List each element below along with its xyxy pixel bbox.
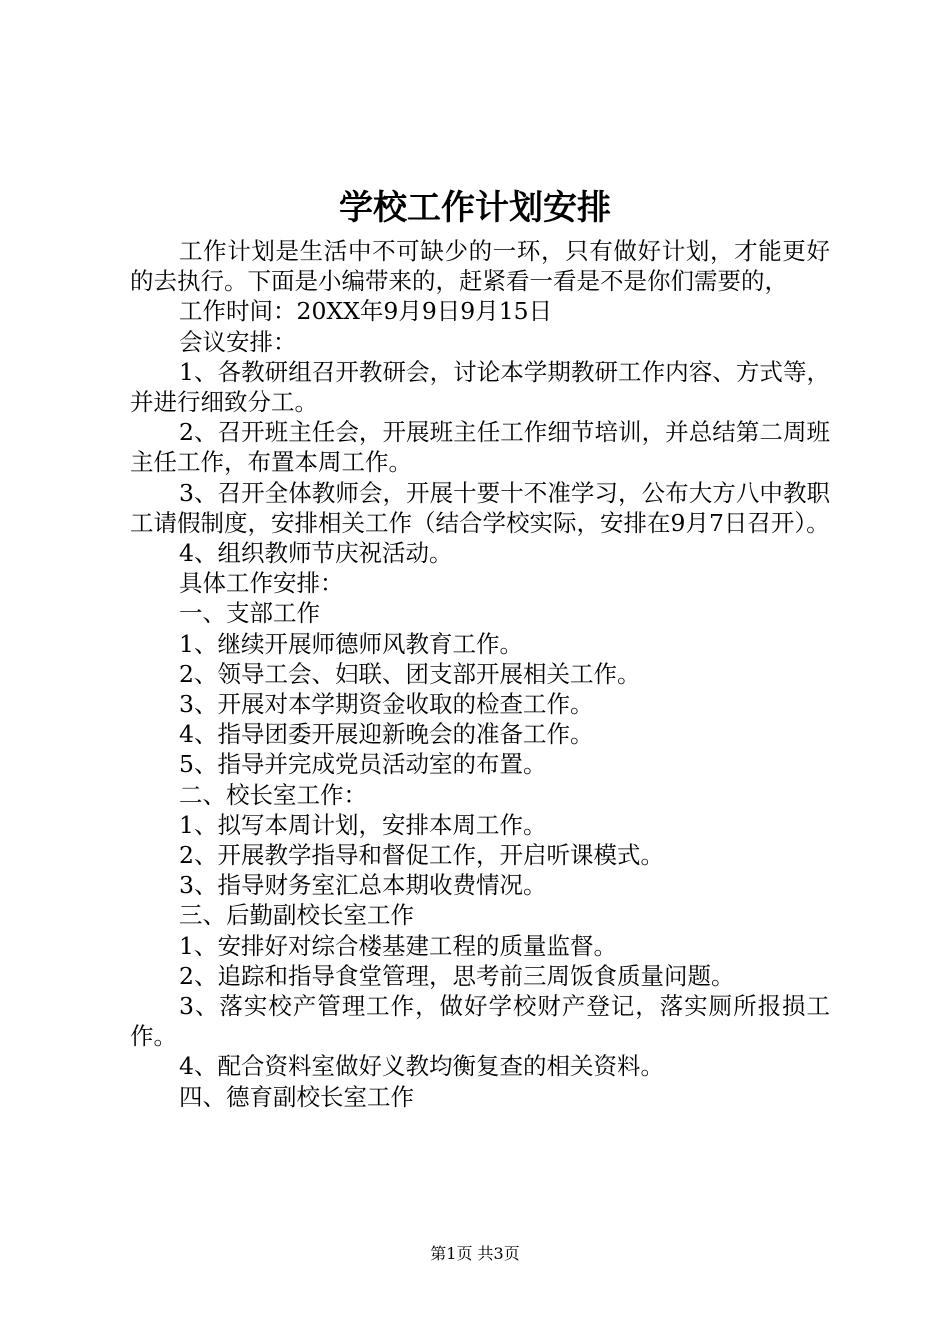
document-body: [130, 236, 830, 1112]
paragraph: 3、指导财务室汇总本期收费情况。: [179, 871, 547, 900]
paragraph: 3、召开全体教师会，开展十要十不准学习，公布大方八中教职工请假制度，安排相关工作（结合学校实际，安排在9月7日召开）。: [130, 478, 830, 537]
paragraph: 1、拟写本周计划，安排本周工作。: [179, 810, 547, 839]
paragraph: 具体工作安排：: [179, 569, 344, 598]
paragraph: 工作时间：20XX年9月9日9月15日: [179, 297, 553, 326]
paragraph: 1、各教研组召开教研会，讨论本学期教研工作内容、方式等，并进行细致分工。: [130, 357, 830, 417]
section-heading: 三、后勤副校长室工作: [179, 901, 414, 930]
document-title: 学校工作计划安排: [339, 188, 611, 228]
paragraph: 2、领导工会、妇联、团支部开展相关工作。: [179, 659, 641, 688]
page-number-footer: 第1页 共3页: [430, 1244, 520, 1263]
section-heading: 二、校长室工作：: [179, 780, 367, 809]
section-heading: 一、支部工作: [179, 599, 320, 628]
paragraph: 5、指导并完成党员活动室的布置。: [179, 750, 547, 779]
paragraph: 工作计划是生活中不可缺少的一环，只有做好计划，才能更好的去执行。下面是小编带来的，赶紧看一看是不是你们需要的，: [130, 237, 830, 296]
paragraph: 2、开展教学指导和督促工作，开启听课模式。: [179, 841, 664, 870]
paragraph: 1、继续开展师德师风教育工作。: [179, 629, 523, 658]
paragraph: 2、召开班主任会，开展班主任工作细节培训，并总结第二周班主任工作，布置本周工作。: [130, 418, 830, 477]
paragraph: 3、开展对本学期资金收取的检查工作。: [179, 690, 594, 719]
paragraph: 4、指导团委开展迎新晚会的准备工作。: [179, 720, 594, 749]
paragraph: 2、追踪和指导食堂管理，思考前三周饭食质量问题。: [179, 961, 735, 990]
paragraph: 会议安排：: [179, 327, 297, 356]
paragraph: 4、组织教师节庆祝活动。: [179, 539, 453, 568]
paragraph: 1、安排好对综合楼基建工程的质量监督。: [179, 931, 617, 960]
section-heading: 四、德育副校长室工作: [179, 1082, 414, 1111]
paragraph: 3、落实校产管理工作，做好学校财产登记，落实厕所报损工作。: [130, 992, 830, 1051]
paragraph: 4、配合资料室做好义教均衡复查的相关资料。: [179, 1052, 664, 1081]
